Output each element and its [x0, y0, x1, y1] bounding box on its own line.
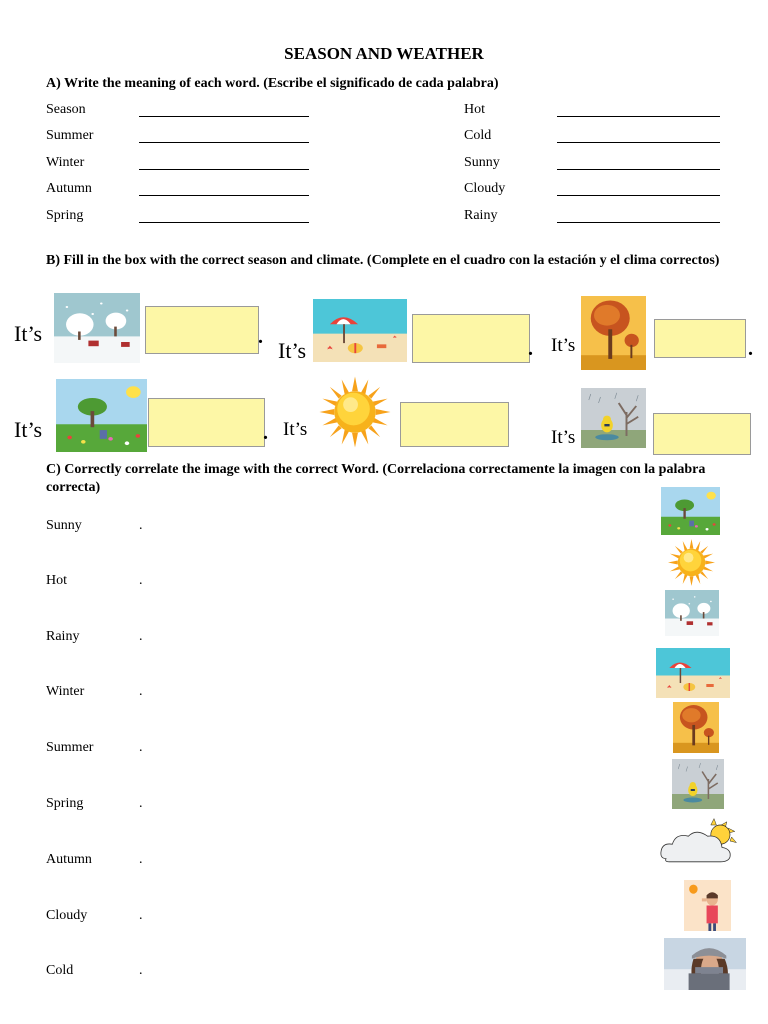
match-word-summer: Summer	[46, 740, 94, 755]
period: .	[528, 338, 533, 360]
vocab-word-sunny: Sunny	[464, 155, 500, 170]
match-word-hot: Hot	[46, 573, 67, 588]
answer-box-1[interactable]	[145, 306, 259, 354]
match-image-sun[interactable]	[665, 538, 718, 587]
rainy-image	[581, 388, 646, 448]
vocab-word-rainy: Rainy	[464, 208, 498, 223]
period: .	[263, 422, 268, 444]
match-word-cold: Cold	[46, 963, 74, 978]
its-label: It’s	[14, 321, 43, 346]
vocab-word-summer: Summer	[46, 128, 94, 143]
match-word-winter: Winter	[46, 684, 85, 699]
match-point[interactable]: .	[139, 796, 143, 811]
summer-image	[313, 299, 407, 362]
vocab-word-cold: Cold	[464, 128, 492, 143]
answer-blank-hot[interactable]	[557, 102, 720, 117]
its-label: It’s	[283, 419, 308, 440]
match-point[interactable]: .	[139, 573, 143, 588]
match-point[interactable]: .	[139, 963, 143, 978]
match-point[interactable]: .	[139, 629, 143, 644]
answer-box-4[interactable]	[148, 398, 265, 447]
spring-image	[56, 379, 147, 452]
section-a-heading: A) Write the meaning of each word. (Escribe el significado de cada palabra)	[46, 76, 499, 91]
vocab-word-spring: Spring	[46, 208, 84, 223]
answer-blank-rainy[interactable]	[557, 208, 720, 223]
match-word-autumn: Autumn	[46, 852, 92, 867]
answer-blank-winter[interactable]	[139, 155, 309, 170]
match-image-cold[interactable]	[664, 938, 746, 990]
autumn-image	[581, 296, 646, 370]
match-image-autumn[interactable]	[673, 702, 719, 753]
answer-blank-summer[interactable]	[139, 128, 309, 143]
answer-box-2[interactable]	[412, 314, 530, 363]
answer-blank-season[interactable]	[139, 102, 309, 117]
match-point[interactable]: .	[139, 740, 143, 755]
match-point[interactable]: .	[139, 852, 143, 867]
winter-image	[54, 293, 140, 363]
match-word-spring: Spring	[46, 796, 84, 811]
vocab-word-winter: Winter	[46, 155, 85, 170]
match-word-sunny: Sunny	[46, 518, 82, 533]
match-word-cloudy: Cloudy	[46, 908, 88, 923]
its-label: It’s	[551, 427, 576, 448]
answer-blank-autumn[interactable]	[139, 181, 309, 196]
its-label: It’s	[551, 335, 576, 356]
answer-box-3[interactable]	[654, 319, 746, 358]
match-point[interactable]: .	[139, 684, 143, 699]
match-image-hot[interactable]	[684, 880, 731, 931]
page-title: SEASON AND WEATHER	[284, 44, 484, 63]
match-point[interactable]: .	[139, 518, 143, 533]
answer-blank-sunny[interactable]	[557, 155, 720, 170]
vocab-word-season: Season	[46, 102, 86, 117]
match-image-cloudy[interactable]	[658, 815, 738, 867]
match-image-spring[interactable]	[661, 487, 720, 535]
match-image-summer[interactable]	[656, 648, 730, 698]
answer-blank-cold[interactable]	[557, 128, 720, 143]
answer-blank-cloudy[interactable]	[557, 181, 720, 196]
its-label: It’s	[14, 417, 43, 442]
sun-image	[318, 375, 392, 449]
its-label: It’s	[278, 338, 307, 363]
match-image-winter[interactable]	[665, 590, 719, 636]
section-c-heading: C) Correctly correlate the image with the correct Word. (Correlaciona correctamente la imagen con la palabra correcta)	[46, 462, 706, 495]
match-point[interactable]: .	[139, 908, 143, 923]
period: .	[258, 326, 263, 348]
answer-blank-spring[interactable]	[139, 208, 309, 223]
answer-box-5[interactable]	[400, 402, 509, 447]
period: .	[748, 338, 753, 360]
match-image-rainy[interactable]	[672, 759, 724, 809]
section-b-heading: B) Fill in the box with the correct season and climate. (Complete en el cuadro con la estación y el clima correctos)	[46, 253, 720, 268]
vocab-word-cloudy: Cloudy	[464, 181, 506, 196]
vocab-word-autumn: Autumn	[46, 181, 92, 196]
vocab-word-hot: Hot	[464, 102, 485, 117]
answer-box-6[interactable]	[653, 413, 751, 455]
match-word-rainy: Rainy	[46, 629, 80, 644]
